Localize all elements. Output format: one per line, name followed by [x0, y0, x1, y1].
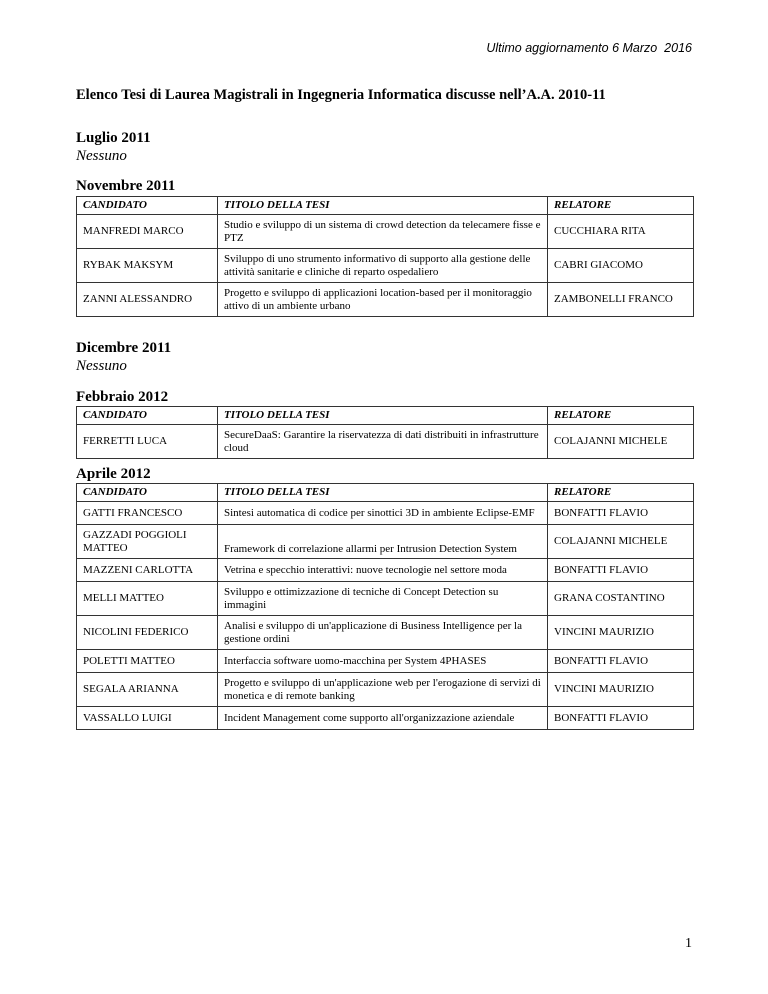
candidate-cell: MAZZENI CARLOTTA — [77, 559, 218, 582]
supervisor-cell: VINCINI MAURIZIO — [548, 673, 694, 707]
supervisor-cell: BONFATTI FLAVIO — [548, 502, 694, 525]
candidate-cell: NICOLINI FEDERICO — [77, 616, 218, 650]
table-row — [77, 707, 694, 730]
section-none-dicembre-2011: Nessuno — [76, 358, 127, 374]
candidate-cell: ZANNI ALESSANDRO — [77, 283, 218, 317]
candidate-cell: GATTI FRANCESCO — [77, 502, 218, 525]
supervisor-cell: CABRI GIACOMO — [548, 249, 694, 283]
candidate-cell: SEGALA ARIANNA — [77, 673, 218, 707]
thesis-title-cell: Progetto e sviluppo di applicazioni location-based per il monitoraggio attivo di un ambiente urbano — [218, 283, 548, 317]
candidate-cell: RYBAK MAKSYM — [77, 249, 218, 283]
column-header-relatore: RELATORE — [548, 407, 694, 425]
supervisor-cell: COLAJANNI MICHELE — [548, 425, 694, 459]
section-title-novembre-2011: Novembre 2011 — [76, 178, 176, 194]
supervisor-cell: COLAJANNI MICHELE — [548, 525, 694, 559]
section-title-luglio-2011: Luglio 2011 — [76, 130, 151, 146]
table-row — [77, 283, 694, 317]
thesis-title-cell: Analisi e sviluppo di un'applicazione di Business Intelligence per la gestione ordini — [218, 616, 548, 650]
thesis-title-cell: Progetto e sviluppo di un'applicazione web per l'erogazione di servizi di monetica e di remote banking — [218, 673, 548, 707]
thesis-title-cell: Sviluppo di uno strumento informativo di supporto alla gestione delle attività sanitarie e cliniche di reparto ospedaliero — [218, 249, 548, 283]
column-header-titolo: TITOLO DELLA TESI — [218, 484, 548, 502]
thesis-title-cell: Studio e sviluppo di un sistema di crowd detection da telecamere fisse e PTZ — [218, 215, 548, 249]
table-row — [77, 249, 694, 283]
table-row — [77, 559, 694, 582]
thesis-title-cell: Sintesi automatica di codice per sinottici 3D in ambiente Eclipse-EMF — [218, 502, 548, 525]
candidate-cell: POLETTI MATTEO — [77, 650, 218, 673]
table-row — [77, 582, 694, 616]
column-header-relatore: RELATORE — [548, 484, 694, 502]
column-header-relatore: RELATORE — [548, 197, 694, 215]
thesis-title-cell: Sviluppo e ottimizzazione di tecniche di Concept Detection su immagini — [218, 582, 548, 616]
section-title-febbraio-2012: Febbraio 2012 — [76, 389, 169, 405]
thesis-title-cell: Interfaccia software uomo-macchina per System 4PHASES — [218, 650, 548, 673]
column-header-candidato: CANDIDATO — [77, 197, 218, 215]
section-title-dicembre-2011: Dicembre 2011 — [76, 340, 172, 356]
page-number: 1 — [685, 936, 692, 951]
candidate-cell: MANFREDI MARCO — [77, 215, 218, 249]
table-row — [77, 525, 694, 559]
column-header-candidato: CANDIDATO — [77, 484, 218, 502]
supervisor-cell: BONFATTI FLAVIO — [548, 650, 694, 673]
column-header-titolo: TITOLO DELLA TESI — [218, 407, 548, 425]
table-row — [77, 650, 694, 673]
table-row — [77, 215, 694, 249]
table-header-row — [77, 197, 694, 215]
thesis-table-novembre-2011 — [76, 196, 694, 317]
candidate-cell: MELLI MATTEO — [77, 582, 218, 616]
table-row — [77, 616, 694, 650]
section-none-luglio-2011: Nessuno — [76, 148, 127, 164]
table-row — [77, 673, 694, 707]
supervisor-cell: BONFATTI FLAVIO — [548, 559, 694, 582]
section-title-aprile-2012: Aprile 2012 — [76, 466, 151, 482]
table-header-row — [77, 407, 694, 425]
candidate-cell: FERRETTI LUCA — [77, 425, 218, 459]
table-row — [77, 502, 694, 525]
candidate-cell: GAZZADI POGGIOLI MATTEO — [77, 525, 218, 559]
thesis-title-cell: Vetrina e specchio interattivi: nuove tecnologie nel settore moda — [218, 559, 548, 582]
supervisor-cell: BONFATTI FLAVIO — [548, 707, 694, 730]
table-header-row — [77, 484, 694, 502]
table-row — [77, 425, 694, 459]
supervisor-cell: GRANA COSTANTINO — [548, 582, 694, 616]
supervisor-cell: ZAMBONELLI FRANCO — [548, 283, 694, 317]
supervisor-cell: VINCINI MAURIZIO — [548, 616, 694, 650]
supervisor-cell: CUCCHIARA RITA — [548, 215, 694, 249]
column-header-candidato: CANDIDATO — [77, 407, 218, 425]
thesis-table-aprile-2012 — [76, 483, 694, 730]
candidate-cell: VASSALLO LUIGI — [77, 707, 218, 730]
thesis-title-cell: Incident Management come supporto all'organizzazione aziendale — [218, 707, 548, 730]
thesis-title-cell: SecureDaaS: Garantire la riservatezza di dati distribuiti in infrastrutture cloud — [218, 425, 548, 459]
thesis-table-febbraio-2012 — [76, 406, 694, 459]
document-title: Elenco Tesi di Laurea Magistrali in Ingegneria Informatica discusse nell’A.A. 2010-11 — [76, 87, 606, 103]
last-update-note: Ultimo aggiornamento 6 Marzo 2016 — [486, 41, 692, 55]
thesis-title-cell: Framework di correlazione allarmi per Intrusion Detection System — [218, 525, 548, 559]
column-header-titolo: TITOLO DELLA TESI — [218, 197, 548, 215]
